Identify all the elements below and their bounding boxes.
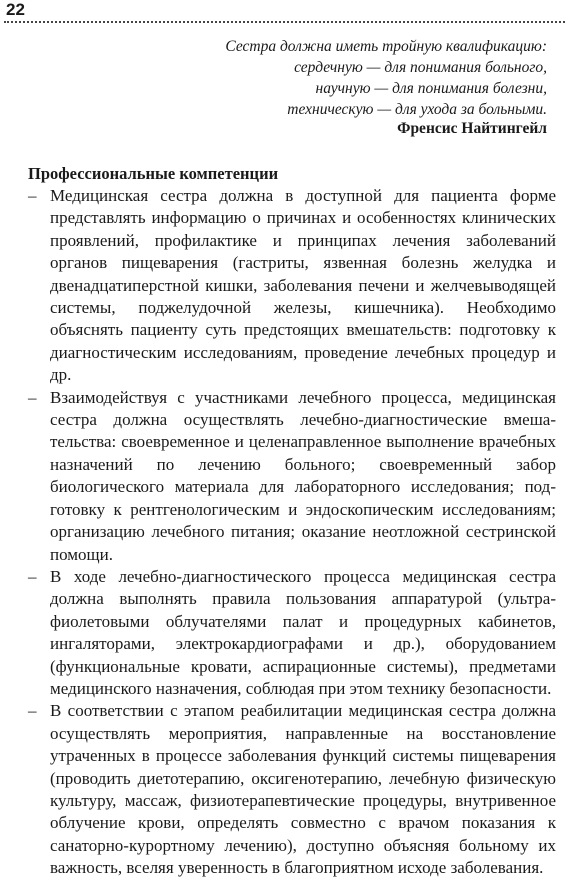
competency-text: В ходе лечебно-диагностического процесса медицинская сестра должна выполнять правила пользования аппаратурой (ультрафиолетовыми облучателями палат и процедурных кабинетов, ингаляторами, электрокардиографами и др.), оборудованием (функциональные кровати, аспирационные системы), предметами медицинского назначения, соблюдая при этом технику безопасности. — [50, 566, 556, 698]
competency-item — [28, 185, 556, 387]
page-number: 22 — [6, 0, 25, 19]
dash-bullet: – — [28, 566, 37, 586]
dash-bullet: – — [28, 186, 37, 205]
competency-item — [28, 387, 556, 566]
competency-list — [28, 185, 556, 880]
section-heading: Профессиональные компетенции — [28, 164, 279, 183]
epigraph-line: сердечную — для понимания больного, — [294, 59, 547, 76]
competency-text: Взаимодействуя с участниками лечебного процесса, медицинская сестра должна осуществлять лечебно-диагностические вмешательства: своевременное и целенаправленное выполнение врачебных назначений по лечению больного; своевременный забор биологического материала для лабораторного исследования; подготовку к рентгенологическим и эндоскопическим исследованиям; организацию лечебного питания; оказание неотложной сестринской помощи. — [50, 387, 556, 564]
epigraph-line: Сестра должна иметь тройную квалификацию: — [225, 38, 547, 55]
dotted-divider — [4, 21, 565, 23]
epigraph-author: Френсис Найтингейл — [397, 120, 547, 137]
epigraph-line: техническую — для ухода за больными. — [287, 101, 547, 118]
epigraph-line: научную — для понимания болезни, — [315, 80, 547, 97]
competency-item — [28, 566, 556, 700]
epigraph — [147, 36, 547, 120]
competency-text: В соответствии с этапом реабилитации медицинская сестра должна осуществлять мероприятия, направленные на восстановление утраченных в процессе заболевания функций системы пищеварения (проводить диетотерапию, оксигенотерапию, лечебную физическую культуру, массаж, физиотерапевтические процедуры, внутривенное облучение крови, определять совместно с врачом показания к санаторно-курортному лечению), доступно объясняя больному их важность, вселяя уверенность в благоприятном исходе заболевания. — [50, 701, 556, 878]
dash-bullet: – — [28, 701, 37, 721]
competency-text: Медицинская сестра должна в доступной для пациента форме представлять информацию о причинах и особенностях клинических проявлений, профилактике и принципах лечения заболеваний органов пищеварения (гастриты, язвенная болезнь желудка и двенадцатиперстной кишки, заболевания печени и желчевыводящей системы, поджелудочной железы, кишечника). Необходимо объяснять пациенту суть предстоящих вмешательств: подготовку к диагностическим исследованиям, проведение лечебных процедур и др. — [50, 186, 556, 385]
competency-item — [28, 700, 556, 879]
dash-bullet: – — [28, 387, 37, 407]
